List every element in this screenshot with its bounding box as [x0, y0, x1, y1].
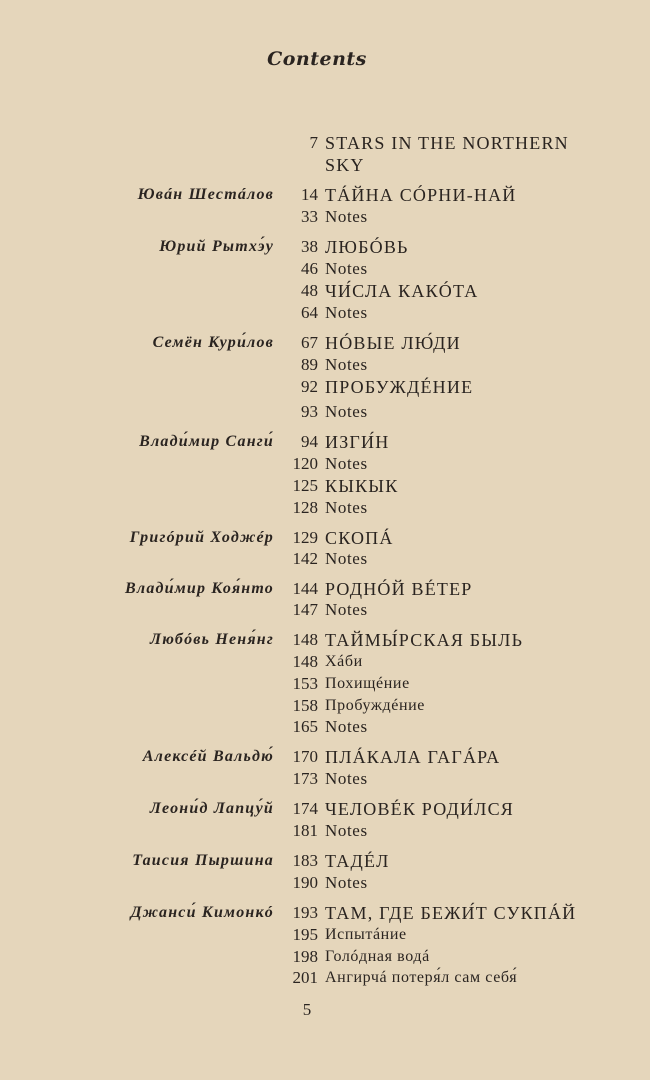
work-title: Пробуждéние	[325, 697, 425, 714]
toc-entry	[0, 946, 650, 968]
work-title: КЫКЫК	[325, 476, 399, 496]
page-ref: 92	[301, 377, 318, 396]
notes-entry: Notes	[325, 873, 368, 892]
page-ref: 46	[301, 259, 318, 278]
toc-entry	[0, 695, 650, 717]
work-title: Похищéние	[325, 675, 410, 692]
work-title: РОДНÓЙ ВÉТЕР	[325, 579, 473, 599]
page-ref: 128	[292, 498, 318, 517]
work-title: Голóдная водá	[325, 948, 430, 965]
toc-entry	[0, 206, 650, 228]
work-title: ЧИ́СЛА КАКÓТА	[325, 281, 479, 301]
author-name: Юрий Рытхэ́у	[159, 238, 274, 255]
page-title: Contents	[267, 48, 367, 70]
page-ref: 198	[292, 947, 318, 966]
author-name: Леони́д Лапцу́й	[149, 800, 274, 817]
page-ref: 67	[301, 333, 318, 352]
toc-entry	[0, 578, 650, 600]
page-ref: 193	[292, 903, 318, 922]
page-ref: 129	[292, 528, 318, 547]
notes-entry: Notes	[325, 600, 368, 619]
page-ref: 94	[301, 432, 318, 451]
toc-entry	[0, 302, 650, 324]
page-ref: 170	[292, 747, 318, 766]
page-ref: 142	[292, 549, 318, 568]
page-ref: 33	[301, 207, 318, 226]
page-ref: 89	[301, 355, 318, 374]
notes-entry: Notes	[325, 717, 368, 736]
page-ref: 7	[309, 133, 318, 152]
work-title: STARS IN THE NORTHERN	[325, 133, 569, 153]
author-name: Таисия Пыршина	[132, 852, 274, 869]
toc-entry	[0, 475, 650, 497]
work-title: СКОПÁ	[325, 528, 394, 548]
work-title: Ангирчá потеря́л сам себя́	[325, 969, 518, 986]
toc-entry	[0, 132, 650, 154]
page-ref: 38	[301, 237, 318, 256]
author-name: Влади́мир Коя́нто	[125, 580, 274, 597]
work-title: НÓВЫЕ ЛЮ́ДИ	[325, 333, 461, 353]
toc-entry	[0, 401, 650, 423]
page-ref: 93	[301, 402, 318, 421]
toc-entry	[0, 924, 650, 946]
toc-entry	[0, 673, 650, 695]
toc-entry	[0, 850, 650, 872]
author-name: Джанси́ Кимонкó	[130, 904, 274, 921]
toc-entry	[0, 746, 650, 768]
notes-entry: Notes	[325, 454, 368, 473]
toc-entry	[0, 651, 650, 673]
author-name: Семён Кури́лов	[152, 334, 274, 351]
toc-entry	[0, 902, 650, 924]
work-title: ПЛÁКАЛА ГАГÁРА	[325, 747, 501, 767]
toc-entry	[0, 798, 650, 820]
notes-entry: Notes	[325, 769, 368, 788]
toc-entry	[0, 280, 650, 302]
toc-entry	[0, 629, 650, 651]
author-name: Григóрий Ходжéр	[129, 529, 274, 546]
work-title: ТÁЙНА СÓРНИ-НАЙ	[325, 185, 517, 205]
toc-entry-continuation	[0, 154, 650, 176]
author-name: Влади́мир Санги́	[139, 433, 274, 450]
toc-entry	[0, 716, 650, 738]
toc-entry	[0, 820, 650, 842]
work-title: ТАЙМЫ́РСКАЯ БЫЛЬ	[325, 630, 524, 650]
work-title: ЛЮБÓВЬ	[325, 237, 409, 257]
toc-entry	[0, 258, 650, 280]
work-title: ТАМ, ГДЕ БЕЖИ́Т СУКПÁЙ	[325, 903, 577, 923]
notes-entry: Notes	[325, 207, 368, 226]
page-ref: 147	[292, 600, 318, 619]
notes-entry: Notes	[325, 259, 368, 278]
notes-entry: Notes	[325, 821, 368, 840]
author-name: Любóвь Неня́нг	[150, 631, 274, 648]
page-ref: 173	[292, 769, 318, 788]
notes-entry: Notes	[325, 355, 368, 374]
work-title-continued: SKY	[325, 155, 365, 175]
toc-entry	[0, 453, 650, 475]
toc-entry	[0, 354, 650, 376]
toc-entry	[0, 431, 650, 453]
toc-entry	[0, 527, 650, 549]
toc-entry	[0, 236, 650, 258]
toc-entry	[0, 184, 650, 206]
page-ref: 148	[292, 630, 318, 649]
page-ref: 64	[301, 303, 318, 322]
work-title: ИЗГИ́Н	[325, 432, 390, 452]
author-name: Алексéй Вальдю́	[142, 748, 274, 765]
work-title: ТАДÉЛ	[325, 851, 390, 871]
page-ref: 201	[292, 968, 318, 987]
page-ref: 174	[292, 799, 318, 818]
page-number: 5	[302, 1000, 312, 1019]
toc-entry	[0, 376, 650, 398]
notes-entry: Notes	[325, 303, 368, 322]
page-ref: 120	[292, 454, 318, 473]
page-ref: 153	[292, 674, 318, 693]
work-title: Хáби	[325, 653, 363, 670]
page-ref: 183	[292, 851, 318, 870]
notes-entry: Notes	[325, 498, 368, 517]
toc-entry	[0, 768, 650, 790]
page-ref: 48	[301, 281, 318, 300]
page-ref: 148	[292, 652, 318, 671]
page-ref: 144	[292, 579, 318, 598]
toc-entry	[0, 548, 650, 570]
toc-entry	[0, 332, 650, 354]
toc-entry	[0, 599, 650, 621]
page-ref: 181	[292, 821, 318, 840]
work-title: Испытáние	[325, 926, 407, 943]
page-ref: 125	[292, 476, 318, 495]
toc-entry	[0, 497, 650, 519]
work-title: ЧЕЛОВÉК РОДИ́ЛСЯ	[325, 799, 514, 819]
page-ref: 158	[292, 696, 318, 715]
author-name: Ювáн Шестáлов	[137, 186, 274, 203]
notes-entry: Notes	[325, 402, 368, 421]
notes-entry: Notes	[325, 549, 368, 568]
page-ref: 195	[292, 925, 318, 944]
page-ref: 14	[301, 185, 318, 204]
page-ref: 190	[292, 873, 318, 892]
toc-entry	[0, 872, 650, 894]
work-title: ПРОБУЖДÉНИЕ	[325, 377, 474, 397]
toc-entry	[0, 967, 650, 989]
page-ref: 165	[292, 717, 318, 736]
